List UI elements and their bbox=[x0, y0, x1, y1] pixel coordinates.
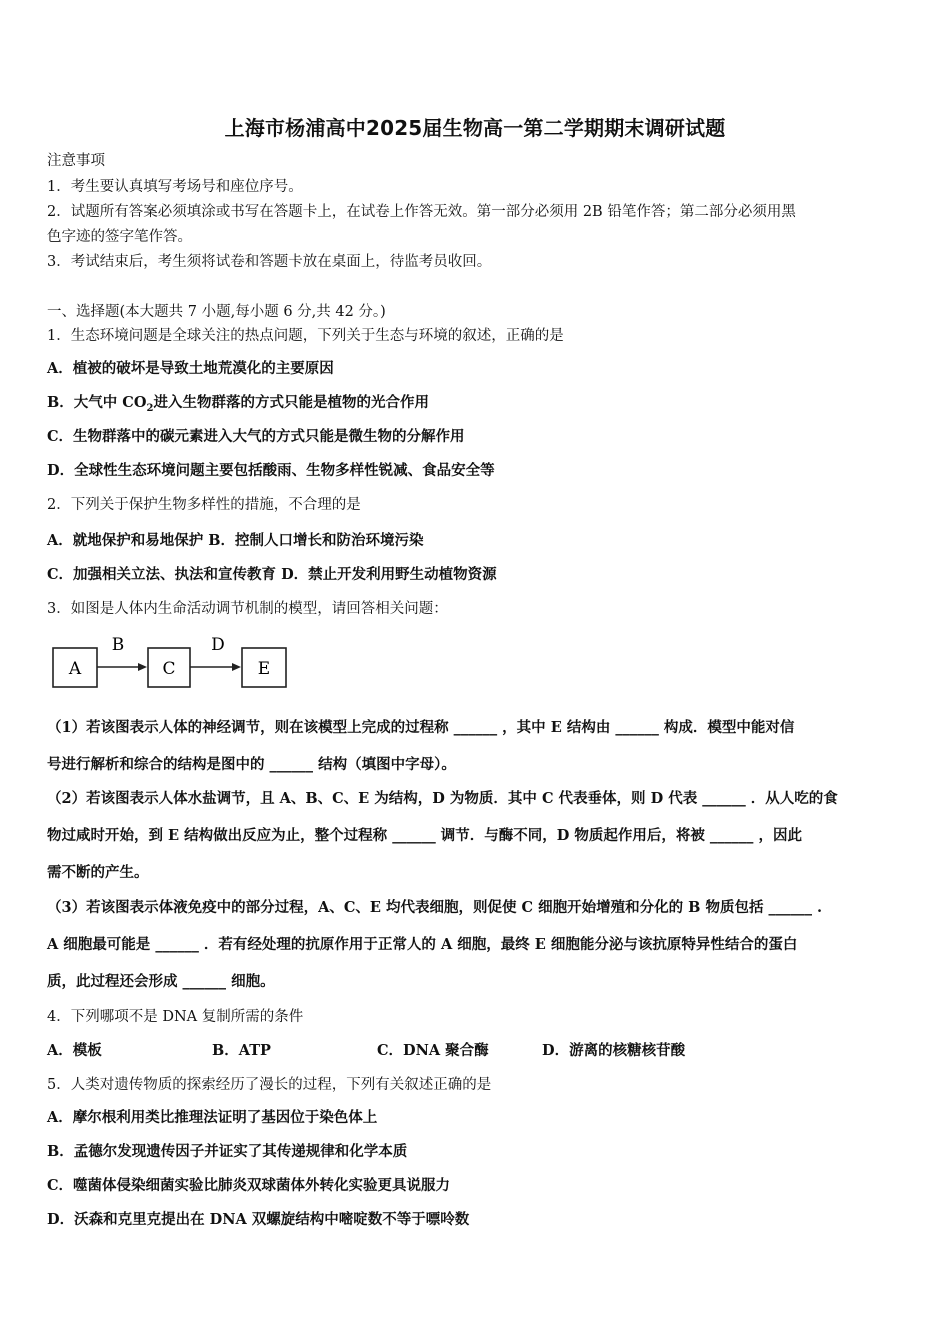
q3-part3-line2: A 细胞最可能是 ______ ．若有经处理的抗原作用于正常人的 A 细胞，最终 E 细胞能分泌与该抗原特异性结合的蛋白 bbox=[47, 936, 798, 953]
q4-stem: 4．下列哪项不是 DNA 复制所需的条件 bbox=[47, 1009, 304, 1025]
q4-option-b: B．ATP bbox=[212, 1042, 271, 1059]
diagram-arrowhead-ac bbox=[138, 663, 147, 671]
q4-option-c: C．DNA 聚合酶 bbox=[377, 1042, 489, 1059]
q3-part1-line1: （1）若该图表示人体的神经调节，则在该模型上完成的过程称 ______ ，其中 E 结构由 ______ 构成．模型中能对信 bbox=[47, 719, 795, 736]
section-heading: 一、选择题(本大题共 7 小题,每小题 6 分,共 42 分。) bbox=[47, 304, 386, 320]
q4-option-a: A．模板 bbox=[47, 1042, 102, 1059]
q3-diagram bbox=[50, 632, 295, 694]
diagram-arrowhead-ce bbox=[232, 663, 241, 671]
q1-stem: 1．生态环境问题是全球关注的热点问题，下列关于生态与环境的叙述，正确的是 bbox=[47, 328, 564, 344]
diagram-box-a-label: A bbox=[68, 659, 82, 679]
q5-option-c: C．噬菌体侵染细菌实验比肺炎双球菌体外转化实验更具说服力 bbox=[47, 1177, 451, 1194]
q3-part2-line2: 物过咸时开始，到 E 结构做出反应为止，整个过程称 ______ 调节．与酶不同，D 物质起作用后，将被 ______ ，因此 bbox=[47, 827, 802, 844]
q5-option-d: D．沃森和克里克提出在 DNA 双螺旋结构中嘧啶数不等于嘌呤数 bbox=[47, 1211, 470, 1228]
q2-options-cd: C．加强相关立法、执法和宣传教育 D．禁止开发利用野生动植物资源 bbox=[47, 566, 497, 583]
q3-part3-line1: （3）若该图表示体液免疫中的部分过程，A、C、E 均代表细胞，则促使 C 细胞开始增殖和分化的 B 物质包括 ______ . bbox=[47, 899, 823, 916]
diagram-arrow-b-label: B bbox=[111, 635, 125, 655]
notice-item-3: 3．考试结束后，考生须将试卷和答题卡放在桌面上，待监考员收回。 bbox=[47, 254, 492, 270]
diagram-box-e-label: E bbox=[257, 659, 271, 679]
q2-options-ab: A．就地保护和易地保护 B．控制人口增长和防治环境污染 bbox=[47, 532, 424, 549]
q5-stem: 5．人类对遗传物质的探索经历了漫长的过程，下列有关叙述正确的是 bbox=[47, 1077, 492, 1093]
q1-option-d: D．全球性生态环境问题主要包括酸雨、生物多样性锐减、食品安全等 bbox=[47, 462, 495, 479]
q3-part2-line1: （2）若该图表示人体水盐调节，且 A、B、C、E 为结构，D 为物质．其中 C 代表垂体，则 D 代表 ______ ．从人吃的食 bbox=[47, 790, 838, 807]
q5-option-b: B．孟德尔发现遗传因子并证实了其传递规律和化学本质 bbox=[47, 1143, 408, 1160]
q4-option-d: D．游离的核糖核苷酸 bbox=[542, 1042, 686, 1059]
q2-stem: 2．下列关于保护生物多样性的措施，不合理的是 bbox=[47, 497, 361, 513]
notice-heading: 注意事项 bbox=[47, 153, 105, 169]
notice-item-1: 1．考生要认真填写考场号和座位序号。 bbox=[47, 179, 303, 195]
page-title: 上海市杨浦高中2025届生物高一第二学期期末调研试题 bbox=[224, 116, 726, 140]
q1-option-c: C．生物群落中的碳元素进入大气的方式只能是微生物的分解作用 bbox=[47, 428, 465, 445]
q3-part2-line3: 需不断的产生。 bbox=[47, 864, 149, 881]
diagram-box-c-label: C bbox=[162, 659, 176, 679]
notice-item-2: 2．试题所有答案必须填涂或书写在答题卡上，在试卷上作答无效。第一部分必须用 2B 铅笔作答；第二部分必须用黑 bbox=[47, 204, 796, 220]
q5-option-a: A．摩尔根利用类比推理法证明了基因位于染色体上 bbox=[47, 1109, 378, 1126]
q3-part1-line2: 号进行解析和综合的结构是图中的 ______ 结构（填图中字母）。 bbox=[47, 756, 456, 773]
q1-option-b: B．大气中 $CO_2$进入生物群落的方式只能是植物的光合作用 bbox=[47, 394, 429, 414]
diagram-arrow-d-label: D bbox=[211, 635, 225, 655]
notice-item-2-cont: 色字迹的签字笔作答。 bbox=[47, 229, 192, 245]
q3-part3-line3: 质，此过程还会形成 ______ 细胞。 bbox=[47, 973, 275, 990]
q3-stem: 3．如图是人体内生命活动调节机制的模型，请回答相关问题： bbox=[47, 601, 448, 617]
q1-option-a: A．植被的破坏是导致土地荒漠化的主要原因 bbox=[47, 360, 334, 377]
